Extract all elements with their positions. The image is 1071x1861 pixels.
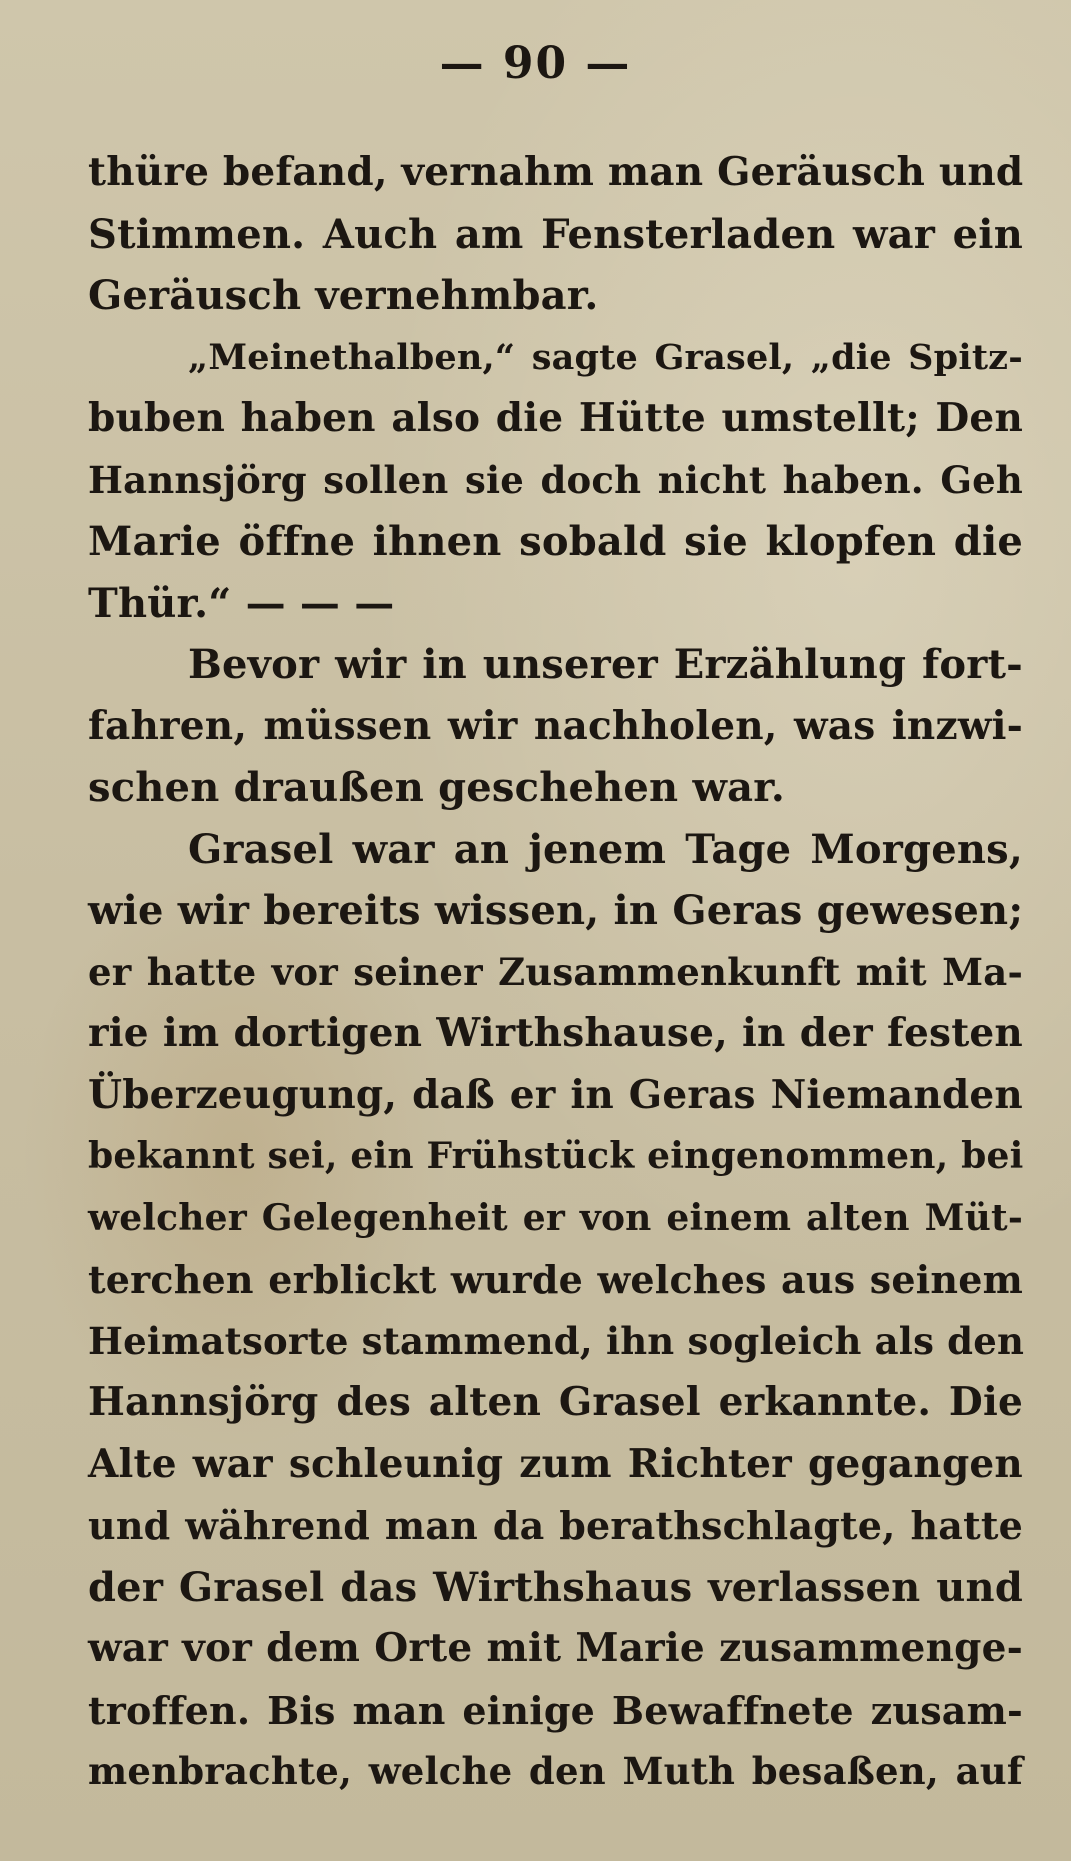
text-line: schen draußen geschehen war. [88,764,785,811]
text-line: troffen. Bis man einige Bewaffnete zusam- [88,1687,1023,1733]
text-line: Geräusch vernehmbar. [88,272,599,319]
text-line: und während man da berathschlagte, hatte [88,1503,1023,1548]
text-line: der Grasel das Wirthshaus verlassen und [88,1563,1023,1611]
text-line: welcher Gelegenheit er von einem alten Müt- [88,1196,1023,1239]
text-line: thüre befand, vernahm man Geräusch und [88,149,1024,195]
text-line: Überzeugung, daß er in Geras Niemanden [88,1071,1023,1118]
text-line: Hannsjörg sollen sie doch nicht haben. Geh [88,457,1023,502]
text-line: Bevor wir in unserer Erzählung fort- [188,641,1023,688]
text-line: war vor dem Orte mit Marie zusammenge- [88,1625,1023,1671]
text-line: Marie öffne ihnen sobald sie klopfen die [88,518,1023,565]
body-text [88,142,1023,1803]
text-line: bekannt sei, ein Frühstück eingenommen, bei [88,1135,1024,1177]
text-line: er hatte vor seiner Zusammenkunft mit Ma- [88,949,1023,994]
page-number: — 90 — [439,38,632,89]
text-line: buben haben also die Hütte umstellt; Den [88,395,1023,441]
text-line: Grasel war an jenem Tage Morgens, [188,825,1023,873]
text-line: Hannsjörg des alten Grasel erkannte. Die [88,1379,1023,1425]
text-line: wie wir bereits wissen, in Geras gewesen; [88,887,1024,934]
text-line: terchen erblickt wurde welches aus seinem [88,1257,1023,1302]
text-line: Alte war schleunig zum Richter gegangen [88,1440,1023,1487]
text-line: Stimmen. Auch am Fensterladen war ein [88,210,1023,258]
text-line: menbrachte, welche den Muth besaßen, auf [88,1749,1023,1793]
text-line: „Meinethalben,“ sagte Grasel, „die Spitz- [188,336,1023,378]
text-line: fahren, müssen wir nachholen, was inzwi- [88,702,1023,749]
text-line: rie im dortigen Wirthshause, in der festen [88,1010,1023,1056]
text-line: Thür.“ — — — [88,579,395,627]
text-line: Heimatsorte stammend, ihn sogleich als den [88,1318,1025,1363]
